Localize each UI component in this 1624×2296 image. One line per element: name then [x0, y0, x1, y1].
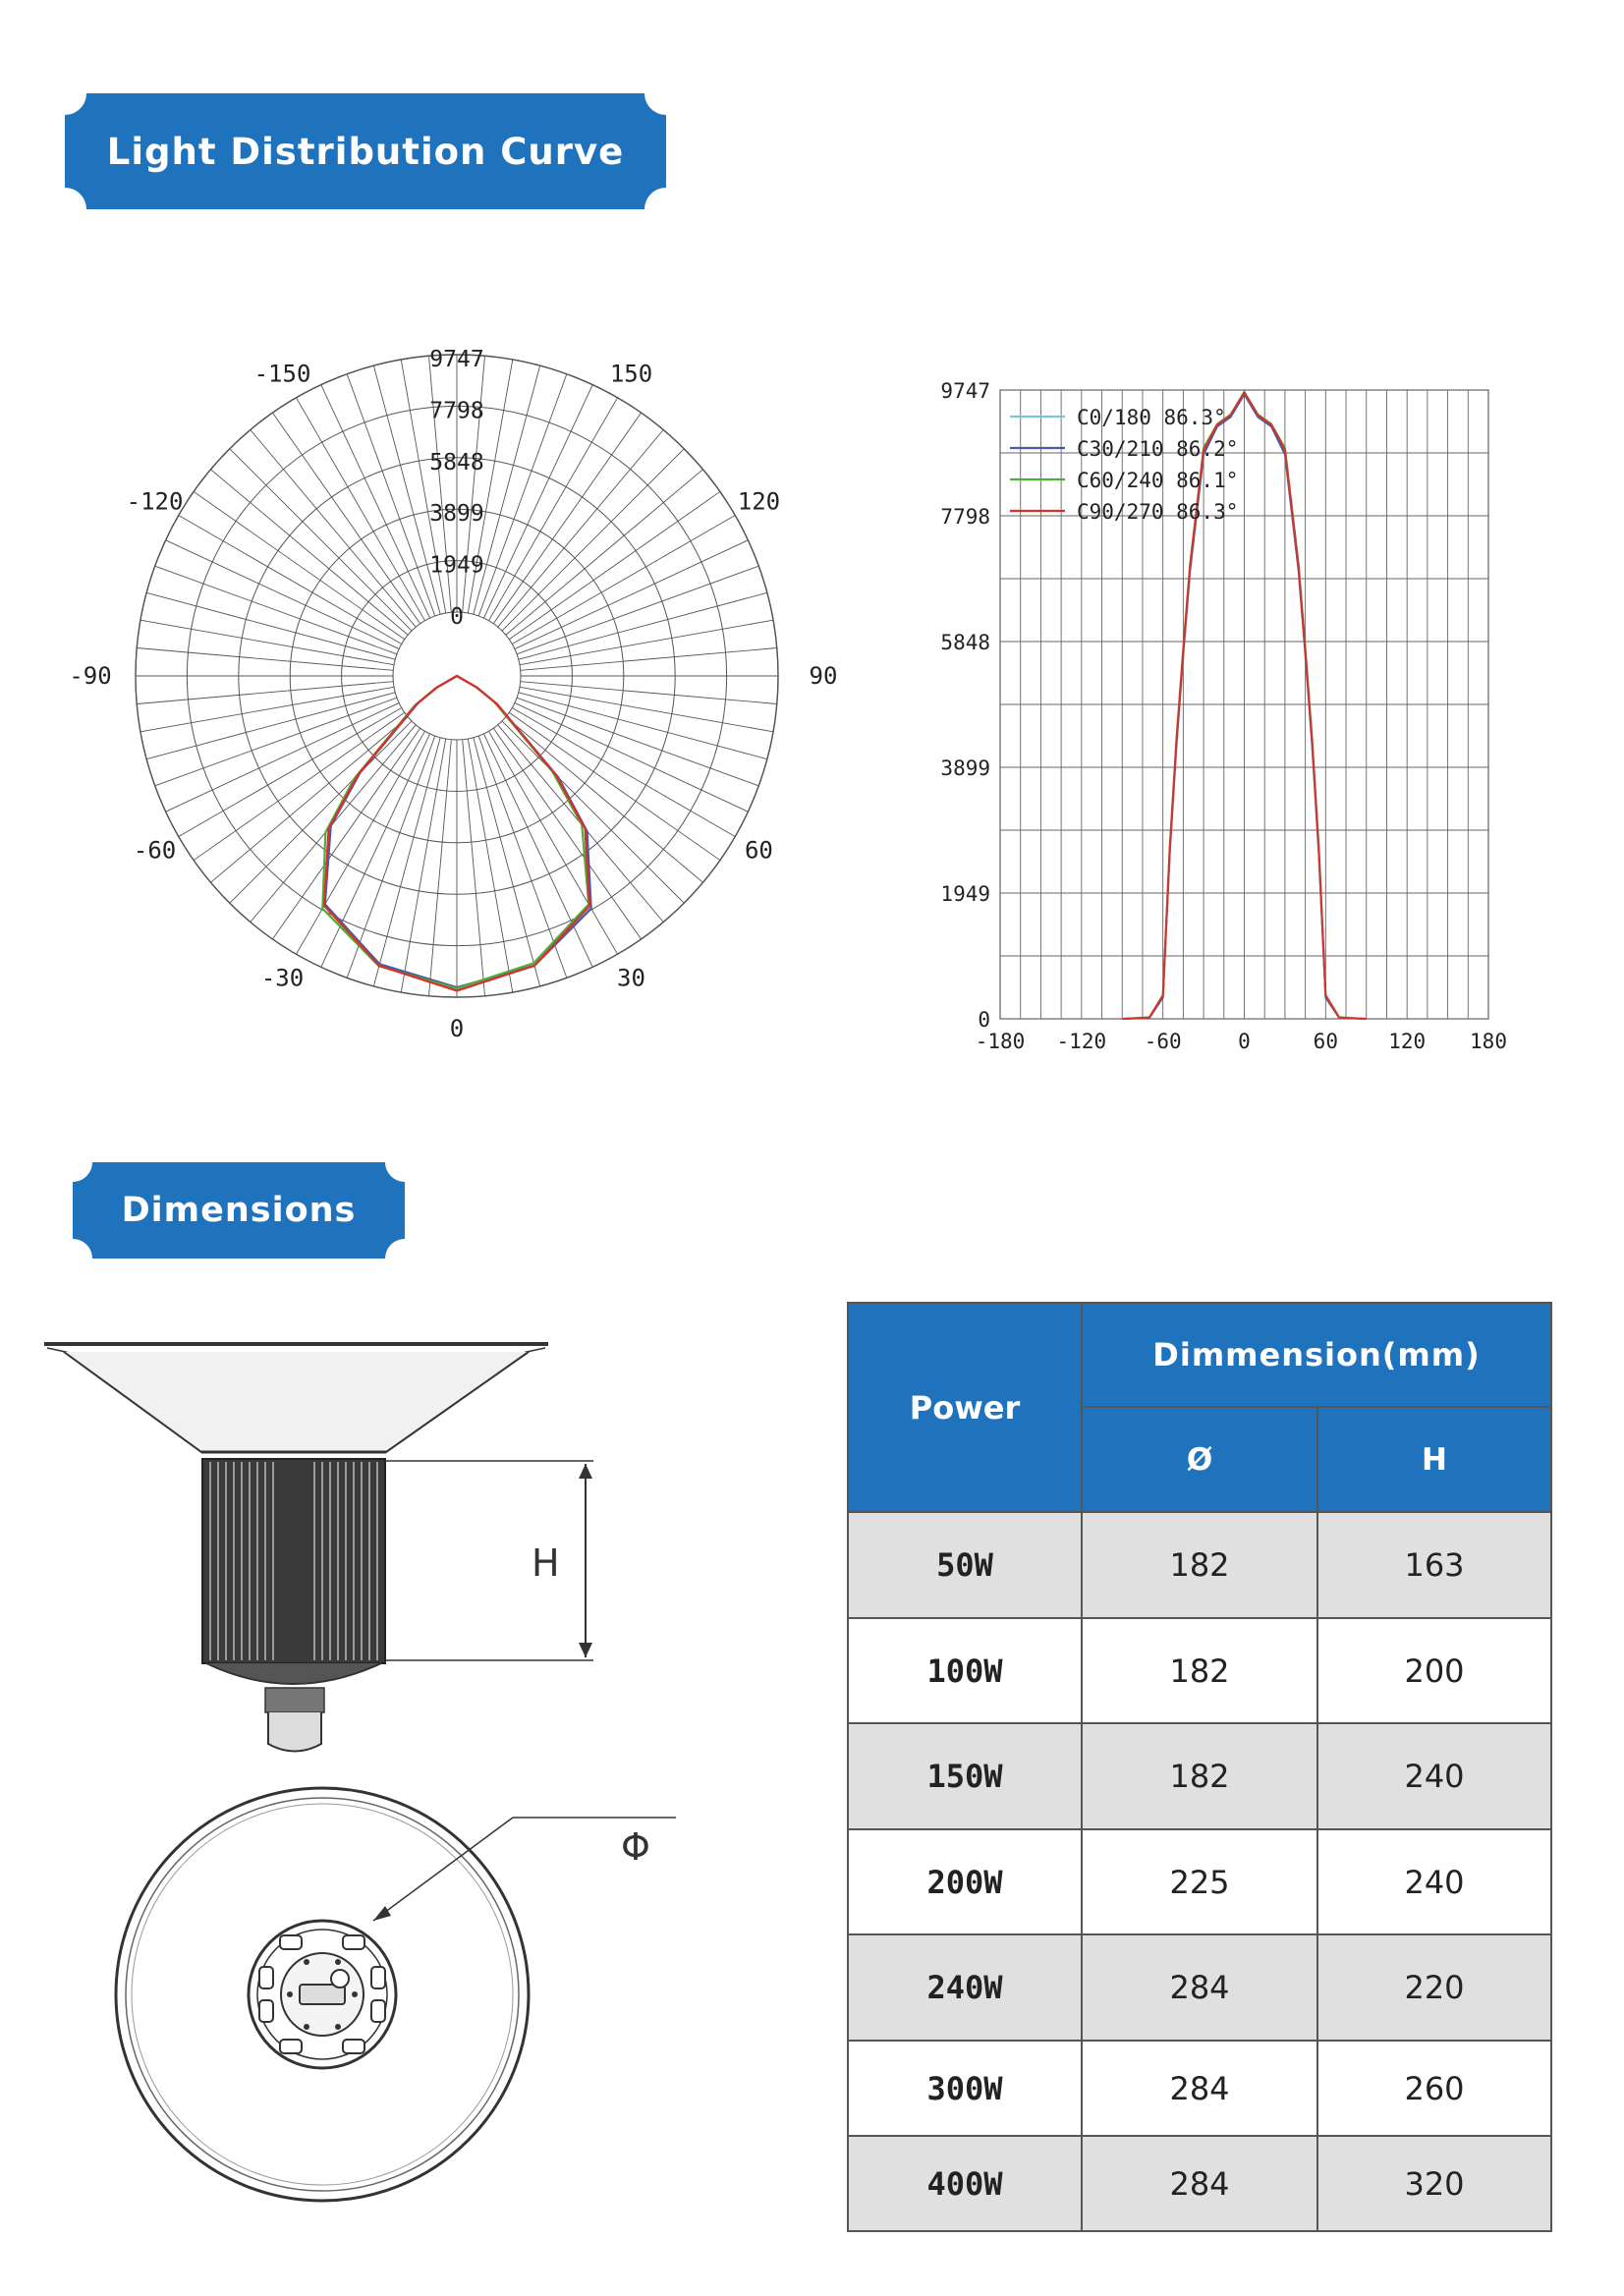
diameter-cell: 225 [1082, 1829, 1317, 1934]
cart-x-tick-label: 60 [1313, 1030, 1338, 1053]
header-height: H [1317, 1407, 1551, 1512]
table-row [848, 1618, 1551, 1723]
polar-angle-label: -60 [133, 836, 177, 865]
cart-y-tick-label: 5848 [940, 631, 990, 654]
polar-angle-label: 150 [609, 360, 653, 388]
header-diameter: Ø [1082, 1407, 1317, 1512]
polar-angle-label: -90 [69, 662, 112, 690]
cart-x-tick-label: 0 [1238, 1030, 1251, 1053]
power-cell: 150W [848, 1723, 1082, 1829]
header-power: Power [848, 1303, 1082, 1512]
legend-label: C60/240 86.1° [1077, 469, 1239, 492]
polar-angle-label: -120 [126, 487, 184, 516]
cart-x-tick-label: -180 [975, 1030, 1026, 1053]
table-row [848, 1512, 1551, 1618]
polar-radial-label: 3899 [429, 501, 484, 528]
power-cell: 300W [848, 2041, 1082, 2136]
dimensions-table [847, 1302, 1552, 2232]
cart-x-tick-label: 180 [1470, 1030, 1507, 1053]
polar-angle-label: -150 [253, 360, 311, 388]
cart-y-tick-label: 0 [978, 1008, 990, 1032]
polar-angle-label: -30 [260, 964, 305, 992]
polar-angle-label: 0 [449, 1015, 465, 1042]
polar-angle-label: 120 [737, 487, 781, 516]
polar-radial-label: 9747 [429, 347, 484, 372]
diameter-cell: 182 [1082, 1618, 1317, 1723]
legend-label: C30/210 86.2° [1077, 437, 1239, 461]
diameter-cell: 284 [1082, 2136, 1317, 2231]
table-row [848, 1723, 1551, 1829]
cart-y-tick-label: 7798 [940, 505, 990, 529]
height-cell: 320 [1317, 2136, 1551, 2231]
cart-x-tick-label: -120 [1056, 1030, 1107, 1053]
polar-radial-label: 1949 [429, 552, 484, 579]
cart-y-tick-label: 9747 [940, 379, 990, 403]
polar-radial-label: 5848 [429, 449, 484, 476]
height-cell: 200 [1317, 1618, 1551, 1723]
diameter-cell: 284 [1082, 2041, 1317, 2136]
table-row [848, 1934, 1551, 2041]
height-cell: 220 [1317, 1934, 1551, 2041]
polar-angle-label: 90 [809, 662, 838, 690]
cart-x-tick-label: 120 [1388, 1030, 1427, 1053]
power-cell: 240W [848, 1934, 1082, 2041]
diameter-cell: 182 [1082, 1723, 1317, 1829]
height-cell: 240 [1317, 1829, 1551, 1934]
cart-y-tick-label: 1949 [940, 882, 990, 906]
table-row [848, 2136, 1551, 2231]
section-title: Light Distribution Curve [106, 130, 625, 173]
height-label: H [532, 1541, 560, 1585]
power-cell: 50W [848, 1512, 1082, 1618]
power-cell: 400W [848, 2136, 1082, 2231]
polar-angle-label: 30 [617, 964, 645, 992]
table-row [848, 1829, 1551, 1934]
section-title: Dimensions [121, 1191, 357, 1230]
height-cell: 260 [1317, 2041, 1551, 2136]
height-cell: 240 [1317, 1723, 1551, 1829]
polar-angle-label: 60 [744, 836, 773, 865]
polar-radial-label: 7798 [429, 398, 484, 424]
cart-y-tick-label: 3899 [940, 756, 990, 780]
polar-radial-label: 0 [450, 604, 464, 630]
cart-x-tick-label: -60 [1144, 1030, 1182, 1053]
diameter-label: Φ [621, 1825, 650, 1869]
diameter-cell: 284 [1082, 1934, 1317, 2041]
height-cell: 163 [1317, 1512, 1551, 1618]
diameter-cell: 182 [1082, 1512, 1317, 1618]
legend-label: C90/270 86.3° [1077, 500, 1239, 524]
header-dimension: Dimmension(mm) [1082, 1303, 1551, 1407]
power-cell: 200W [848, 1829, 1082, 1934]
table-row [848, 2041, 1551, 2136]
legend-label: C0/180 86.3° [1077, 406, 1226, 429]
power-cell: 100W [848, 1618, 1082, 1723]
